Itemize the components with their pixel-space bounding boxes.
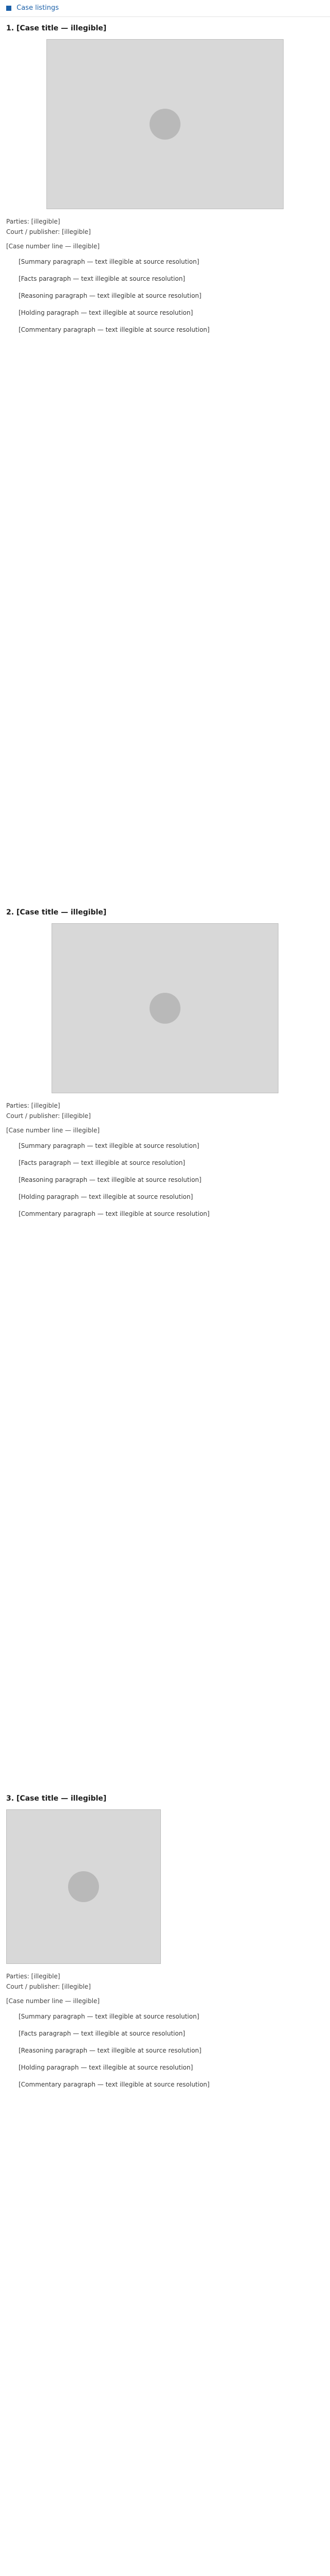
info-line: Court / publisher: [illegible] xyxy=(6,228,91,235)
case-paragraph: [Commentary paragraph — text illegible at source resolution] xyxy=(19,1210,210,1217)
case-paragraph: [Commentary paragraph — text illegible at source resolution] xyxy=(19,326,210,333)
case-paragraph: [Facts paragraph — text illegible at source resolution] xyxy=(19,2030,185,2037)
image-placeholder-icon xyxy=(68,1871,99,1902)
case-paragraph: [Reasoning paragraph — text illegible at source resolution] xyxy=(19,292,202,299)
case-section xyxy=(0,1793,330,2096)
case-info xyxy=(6,1100,324,1121)
case-paragraph: [Facts paragraph — text illegible at source resolution] xyxy=(19,275,185,282)
breadcrumb[interactable] xyxy=(0,0,330,17)
case-photo xyxy=(52,923,278,1093)
case-paragraph: [Summary paragraph — text illegible at source resolution] xyxy=(19,2013,200,2020)
breadcrumb-icon xyxy=(6,6,11,11)
info-line: Parties: [illegible] xyxy=(6,1973,60,1980)
case-title: 2. [Case title — illegible] xyxy=(6,908,107,917)
info-line: Court / publisher: [illegible] xyxy=(6,1112,91,1120)
image-placeholder-icon xyxy=(150,109,180,140)
case-info xyxy=(6,216,324,237)
case-number: [Case number line — illegible] xyxy=(6,1997,100,2005)
case-paragraph: [Holding paragraph — text illegible at source resolution] xyxy=(19,1193,193,1200)
case-number: [Case number line — illegible] xyxy=(6,1127,100,1134)
case-photo xyxy=(6,1809,161,1964)
case-paragraph: [Summary paragraph — text illegible at source resolution] xyxy=(19,258,200,265)
case-paragraph: [Summary paragraph — text illegible at source resolution] xyxy=(19,1142,200,1149)
case-title: 3. [Case title — illegible] xyxy=(6,1794,107,1803)
info-line: Parties: [illegible] xyxy=(6,1102,60,1109)
case-title: 1. [Case title — illegible] xyxy=(6,24,107,32)
case-number: [Case number line — illegible] xyxy=(6,243,100,250)
case-paragraph: [Facts paragraph — text illegible at source resolution] xyxy=(19,1159,185,1166)
breadcrumb-label: Case listings xyxy=(16,4,59,12)
case-paragraph: [Reasoning paragraph — text illegible at source resolution] xyxy=(19,2047,202,2054)
case-paragraph: [Holding paragraph — text illegible at source resolution] xyxy=(19,2064,193,2071)
case-paragraph: [Reasoning paragraph — text illegible at source resolution] xyxy=(19,1176,202,1183)
case-info xyxy=(6,1971,324,1992)
case-paragraph: [Holding paragraph — text illegible at source resolution] xyxy=(19,309,193,316)
info-line: Parties: [illegible] xyxy=(6,218,60,225)
case-section xyxy=(0,907,330,1226)
image-placeholder-icon xyxy=(150,993,180,1024)
case-section xyxy=(0,23,330,342)
case-paragraph: [Commentary paragraph — text illegible at source resolution] xyxy=(19,2081,210,2088)
info-line: Court / publisher: [illegible] xyxy=(6,1983,91,1990)
case-photo xyxy=(46,39,284,209)
